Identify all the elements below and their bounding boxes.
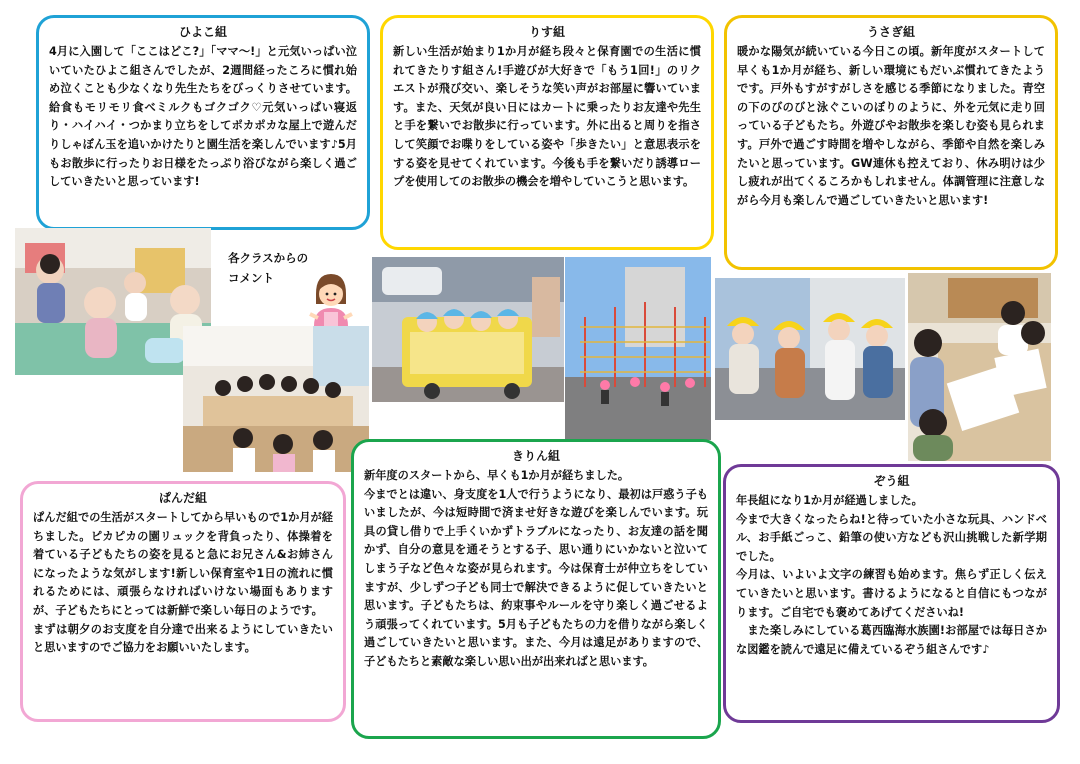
hiyoko-title: ひよこ組: [178, 25, 227, 39]
risu-cart-photo: [372, 257, 564, 402]
panda-class-box: [20, 481, 346, 722]
risu-text: 新しい生活が始まり1か月が経ち段々と保育園での生活に慣れてきたりす組さん!手遊びが大好きで「もう1回!」のリクエストが飛び交い、楽しそうな笑い声がお部屋に響いています。また、天気が良い日にはカートに乗ったりお友達や先生と手を繋いでお散歩に行っています。外に出ると周りを指さして笑顔でお喋りをしている姿や「歩きたい」と意思表示をする姿を見せてくれています。今後も手を繋いだり誘導ロープを使用してのお散歩の機会を増やしていこうと思います。: [393, 45, 701, 189]
kirin-text-2: 今までとは違い、身支度を1人で行うようになり、最初は戸惑う子もいましたが、今は短時間で済ませ好きな遊びを楽しんでいます。玩具の貸し借りで上手くいかずトラブルになったり、お友達の話を聞かず、自分の意見を通そうとする子、思い通りにいかないと泣いてしまう子など色々な姿が見られます。今は保育士が仲立ちをしていますが、少しずつ子ども同士で解決できるように促していきたいと思います。子どもたちは、約束事やルールを守り楽しく過ごせるよう頑張ってくれています。5月も子どもたちの力を借りながら楽しく過ごしていきたいと思います。また、今月は遠足がありますので、子どもたちと素敵な楽しい思い出が出来ればと思います。: [364, 487, 708, 668]
risu-class-box: [380, 15, 714, 250]
comments-label-line1: 各クラスからの: [228, 251, 309, 265]
hiyoko-text: 4月に入園して「ここはどこ?」「ママ～!」と元気いっぱい泣いていたひよこ組さんでしたが、2週間経ったころに慣れ始め泣くことも少なくなり先生たちをびっくりさせています。給食もモリモリ食べミルクもゴクゴク♡元気いっぱい寝返り・ハイハイ・つかまり立ちをしてポカポカな屋上で遊んだりしゃぼん玉を追いかけたりと園生活を楽しんでいます♪5月もお散歩に行ったりお日様をたっぷり浴びながら楽しく過ごしていきたいと思っています!: [49, 45, 357, 189]
comments-label: [228, 248, 308, 288]
playground-photo: [565, 257, 711, 440]
risu-title: りす組: [528, 25, 565, 39]
classroom-photo: [183, 326, 369, 472]
usagi-hats-photo: [715, 278, 905, 420]
panda-title: ぱんだ組: [158, 491, 207, 505]
zou-title: ぞう組: [873, 474, 910, 488]
panda-text-2: まずは朝夕のお支度を自分達で出来るようにしていきたいと思いますのでご協力をお願いいたします。: [33, 622, 333, 655]
kirin-text: 新年度のスタートから、早くも1か月が経ちました。: [364, 469, 630, 482]
hiyoko-class-box: [36, 15, 370, 230]
usagi-text: 暖かな陽気が続いている今日この頃。新年度がスタートして早くも1か月が経ち、新しい環境にもだいぶ慣れてきたようです。戸外もすがすがしさを感じる季節になりました。青空の下のびのびと泳ぐこいのぼりのように、外を元気に走り回っている子どもたち。外遊びやお散歩を楽しむ姿も見られます。戸外で過ごす時間を増やしながら、季節や自然を楽しみたいと思っています。GW連休も控えており、休み明けは少し疲れが出てくるころかもしれません。体調管理に注意しながら今月も楽しんで過ごしていきたいと思います!: [737, 45, 1045, 207]
comments-label-line2: コメント: [228, 271, 274, 285]
panda-text: ぱんだ組での生活がスタートしてから早いもので1か月が経ちました。ピカピカの園リュックを背負ったり、体操着を着ている子どもたちの姿を見ると急にお兄さん&お姉さんになったような気がします!新しい保育室や1日の流れに慣れるためには、頑張らなければいけない場面もありますが、子どもたちにとっては新鮮で楽しい毎日のようです。: [33, 511, 333, 617]
kirin-title: きりん組: [511, 449, 560, 463]
zou-text-4: また楽しみにしている葛西臨海水族園!お部屋では毎日さかな図鑑を読んで遠足に備えているぞう組さんです♪: [736, 624, 1047, 656]
zou-text-2: 今まで大きくなったらね!と待っていた小さな玩具、ハンドベル、お手紙ごっこ、鉛筆の使い方なども沢山挑戦した新学期でした。: [736, 512, 1047, 563]
zou-class-box: [723, 464, 1060, 723]
hiyoko-photo: [15, 228, 211, 375]
zou-drawing-photo: [908, 273, 1051, 461]
zou-text: 年長組になり1か月が経過しました。: [736, 494, 923, 507]
usagi-class-box: [724, 15, 1058, 270]
usagi-title: うさぎ組: [866, 25, 915, 39]
teacher-illustration-icon: [308, 270, 354, 326]
zou-text-3: 今月は、いよいよ文字の練習も始めます。焦らず正しく伝えていきたいと思います。書けるようになると自信にもつながります。ご自宅でも褒めてあげてくださいね!: [736, 568, 1047, 619]
kirin-class-box: [351, 439, 721, 739]
